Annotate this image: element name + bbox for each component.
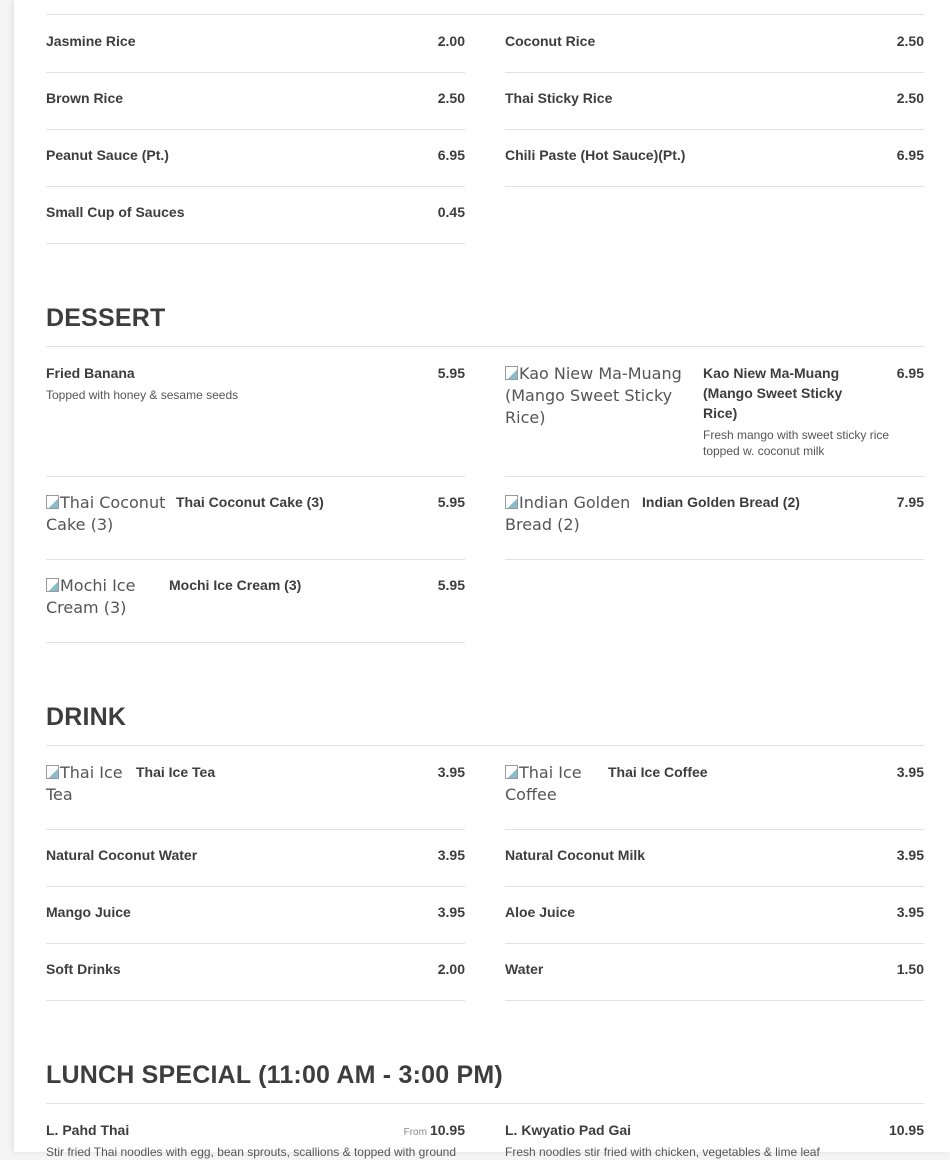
broken-image-icon — [46, 578, 59, 592]
divider — [46, 642, 465, 643]
item-price: 2.00 — [437, 961, 465, 977]
item-name: Chili Paste (Hot Sauce)(Pt.) — [505, 147, 686, 163]
item-name: Small Cup of Sauces — [46, 204, 185, 220]
item-image[interactable] — [46, 762, 131, 806]
item-description: Fresh noodles stir fried with chicken, vegetables & lime leaf — [505, 1145, 820, 1159]
price-prefix: From — [403, 1127, 427, 1138]
section-title-drink: DRINK — [46, 703, 127, 731]
item-name: Indian Golden Bread (2) — [642, 494, 800, 510]
item-image[interactable] — [505, 762, 600, 806]
item-price: 1.50 — [896, 961, 924, 977]
item-price: 5.95 — [437, 577, 465, 593]
divider — [46, 129, 465, 130]
image-alt-text: Thai Coconut Cake (3) — [46, 493, 166, 534]
broken-image-icon — [505, 765, 518, 779]
broken-image-icon — [505, 495, 518, 509]
item-description: Fresh mango with sweet sticky rice topped w. coconut milk — [703, 428, 890, 458]
divider — [46, 243, 465, 244]
divider — [46, 829, 465, 830]
item-price: 3.95 — [437, 847, 465, 863]
item-name: Natural Coconut Milk — [505, 847, 646, 863]
item-description: Topped with honey & sesame seeds — [46, 388, 239, 402]
image-alt-text: Indian Golden Bread (2) — [505, 493, 631, 534]
item-price: 5.95 — [437, 494, 465, 510]
item-image[interactable] — [505, 492, 635, 536]
divider — [46, 559, 465, 560]
item-description: Stir fried Thai noodles with egg, bean sprouts, scallions & topped with ground — [46, 1145, 457, 1159]
item-name: Coconut Rice — [505, 33, 596, 49]
item-price: 10.95 — [888, 1122, 924, 1138]
item-name: L. Kwyatio Pad Gai — [505, 1122, 632, 1138]
divider — [505, 943, 924, 944]
item-price: 2.00 — [437, 33, 465, 49]
item-price: 3.95 — [896, 847, 924, 863]
item-price: 2.50 — [437, 90, 465, 106]
item-name: Soft Drinks — [46, 961, 121, 977]
divider — [46, 1000, 465, 1001]
item-name: Water — [505, 961, 544, 977]
item-name: L. Pahd Thai — [46, 1122, 130, 1138]
item-price: 6.95 — [437, 147, 465, 163]
divider — [505, 559, 924, 560]
item-image[interactable] — [46, 575, 161, 619]
divider — [46, 476, 465, 477]
item-name: Fried Banana — [46, 365, 135, 381]
item-price: 2.50 — [896, 33, 924, 49]
section-title-lunch-special: LUNCH SPECIAL (11:00 AM - 3:00 PM) — [46, 1061, 503, 1089]
item-name: Thai Sticky Rice — [505, 90, 613, 106]
divider — [505, 829, 924, 830]
divider — [46, 14, 924, 15]
item-name: Aloe Juice — [505, 904, 576, 920]
item-image[interactable] — [505, 363, 690, 429]
item-name: Thai Coconut Cake (3) — [176, 494, 324, 510]
item-price: 3.95 — [437, 904, 465, 920]
item-price: 0.45 — [437, 204, 465, 220]
item-name: Thai Ice Coffee — [608, 764, 708, 780]
item-name: Mango Juice — [46, 904, 131, 920]
item-name: Mochi Ice Cream (3) — [169, 577, 302, 593]
divider — [505, 476, 924, 477]
item-name: Natural Coconut Water — [46, 847, 198, 863]
image-alt-text: Thai Ice Tea — [46, 763, 123, 804]
divider — [46, 943, 465, 944]
divider — [505, 186, 924, 187]
item-price: 6.95 — [896, 147, 924, 163]
item-image[interactable] — [46, 492, 171, 536]
item-price: 7.95 — [896, 494, 924, 510]
broken-image-icon — [505, 366, 518, 380]
image-alt-text: Thai Ice Coffee — [505, 763, 582, 804]
divider — [46, 72, 465, 73]
divider — [46, 886, 465, 887]
divider — [46, 346, 924, 347]
image-alt-text: Kao Niew Ma-Muang (Mango Sweet Sticky Rice) — [505, 364, 682, 427]
divider — [46, 186, 465, 187]
item-price: 3.95 — [437, 764, 465, 780]
divider — [46, 745, 924, 746]
item-name: Brown Rice — [46, 90, 124, 106]
section-title-dessert: DESSERT — [46, 304, 166, 332]
divider — [46, 1103, 924, 1104]
divider — [505, 129, 924, 130]
price-value: 10.95 — [429, 1122, 465, 1138]
item-price: 6.95 — [896, 365, 924, 381]
divider — [505, 1000, 924, 1001]
item-price: 2.50 — [896, 90, 924, 106]
item-price: 5.95 — [437, 365, 465, 381]
divider — [505, 886, 924, 887]
item-price: 3.95 — [896, 764, 924, 780]
image-alt-text: Mochi Ice Cream (3) — [46, 576, 136, 617]
broken-image-icon — [46, 765, 59, 779]
item-name: Kao Niew Ma-Muang (Mango Sweet Sticky Rice) — [703, 365, 843, 421]
divider — [505, 72, 924, 73]
item-price: 3.95 — [896, 904, 924, 920]
item-name: Jasmine Rice — [46, 33, 136, 49]
broken-image-icon — [46, 495, 59, 509]
item-name: Peanut Sauce (Pt.) — [46, 147, 169, 163]
item-name: Thai Ice Tea — [136, 764, 216, 780]
item-price — [345, 1120, 465, 1143]
